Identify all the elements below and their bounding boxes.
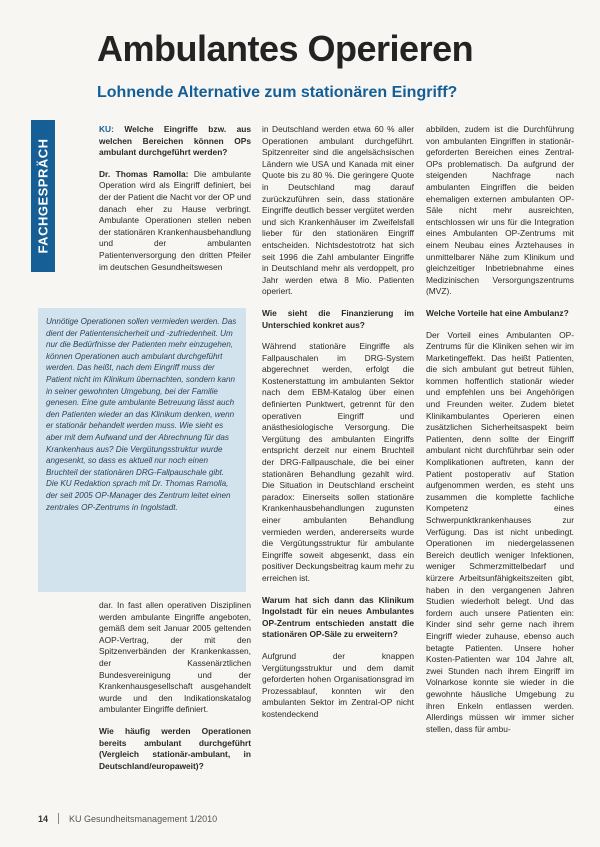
section-label: FACHGESPRÄCH (35, 138, 51, 254)
column-1-continued (99, 600, 251, 782)
question-3: Wie sieht die Finanzierung im Unterschied konkret aus? (262, 307, 414, 330)
answer-1-continued: dar. In fast allen operativen Disziplinen werden ambulante Eingriffe angeboten, gemäß dem seit Januar 2005 geltenden AOP-Vertrag, der mit den Spitzenverbänden der Krankenkassen, der Kassenärztlichen Bundesvereinigung und der Krankenhausgesellschaft ausgehandelt wurde und den Indikationskatalog ambulanter Eingriffe definiert. (99, 600, 251, 715)
answer-2-paragraph: in Deutschland werden etwa 60 % aller Operationen ambulant durchgeführt. Spitzenreiter sind die angelsächsischen Ländern wie USA und Kanada mit einer Quote bis zu 80 %. Die geringere Quote in Deutschland mag darauf zurückzuführen sein, dass stationäre Eingriffe deutlich besser vergütet werden und sich Krankenhäuser im Zweifelsfall lieber für den stationären Eingriff entscheiden. Nichtsdestotrotz hat sich seit 1996 die Zahl ambulanter Eingriffe in Deutschland mehr als verdoppelt, pro Jahr werden etwa 8 Mio. Patienten operiert. (262, 124, 414, 297)
question-2: Wie häufig werden Operationen bereits ambulant durchgeführt (Vergleich stationär-ambulant, in Deutschland/europaweit)? (99, 725, 251, 771)
question-1 (99, 124, 251, 159)
column-2 (262, 124, 414, 731)
question-4: Warum hat sich dann das Klinikum Ingolstadt für ein neues Ambulantes OP-Zentrum entschieden anstatt die stationären OP-Säle zu erweitern? (262, 594, 414, 640)
column-1 (99, 124, 251, 283)
speaker-name: Dr. Thomas Ramolla: (99, 168, 189, 179)
article-subtitle: Lohnende Alternative zum stationären Eingriff? (97, 84, 458, 101)
answer-4-paragraph: Aufgrund der knappen Vergütungsstruktur und dem damit geforderten hohen Organisationsgrad im Prozessablauf, konnten wir den ambulanten Sektor im Zentral-OP nicht kostendeckend (262, 650, 414, 719)
column-3 (426, 124, 574, 745)
journal-name: KU Gesundheitsmanagement 1/2010 (69, 813, 218, 824)
page-footer (38, 813, 217, 824)
ku-prefix: KU: (99, 124, 114, 134)
question-1-text: Welche Eingriffe bzw. aus welchen Bereichen können OPs ambulant durchgeführt werden? (99, 124, 252, 158)
answer-1 (99, 169, 251, 273)
answer-5-paragraph: Der Vorteil eines Ambulanten OP-Zentrums für die Kliniken sehen wir im Marketingeffekt. Das heißt Patienten, die sich ambulant gut betreut fühlen, kommen hoffentlich stationär wieder und empfehlen uns bei Angehörigen und Freunden weiter. Zudem bietet Klinikambulantes Operieren einen zusätzlichen Sicherheitsaspekt beim Patienten, denn sollte der Eingriff ambulant nicht durchführbar sein oder Komplikationen auftreten, kann der Patient postoperativ auf Station aufgenommen werden, es steht uns zusammen die komplette fachliche Kompetenz eines Schwerpunktkrankenhauses zur Verfügung. Das ist nicht unbedingt. Operationen im niedergelassenen Bereich deutlich weniger Infektionen, weniger Schmerzmittelbedarf und kürzere Arbeitsunfähigkeitszeiten gibt, haben in den vergangenen Jahren Studien wiederholt belegt. Und das fordern auch unsere Patienten ein: Kinder sind sehr gerne nach ihrem Eingriff wieder zuhause, ebenso auch betagte Patienten. Unsere hoher Kosten-Patienten war 104 Jahre alt, zwei Stunden nach ihrem Eingriff im Volnarkose konnte sie wieder in die gewohnte häusliche Umgebung zu ihren Enkeln entlassen werden. Allerdings müssen wir immer sicher stellen, dass für ambu- (426, 329, 574, 734)
question-5: Welche Vorteile hat eine Ambulanz? (426, 307, 569, 318)
answer-4-continued: abbilden, zudem ist die Durchführung von ambulanten Eingriffen in stationär-geforderten Bereichen eines Zentral-OPs problematisch. Da aufgrund der steigenden Nachfrage nach ambulanten Eingriffen die beiden ehemaligen externen ambulanten OP-Säle nicht mehr ausreichten, entschlossen wir uns für die Integration eines Ambulanten OP-Zentrums mit einem Neubau eines Ärztehauses in unmittelbarer Nähe zum Klinikum und gleichzeitiger Inbetriebnahme eines Medizinischen Versorgungszentrums (MVZ). (426, 124, 574, 297)
section-tab (31, 120, 55, 272)
article-title: Ambulantes Operieren (97, 28, 474, 69)
footer-divider (58, 813, 59, 824)
intro-text: Unnötige Operationen sollen vermieden werden. Das dient der Patientensicherheit und -zufriedenheit. Um nur die Bedürfnisse der Patienten mehr einzugehen, können Operationen auch ambulant durchgeführt werden. Das heißt, nach dem Eingriff muss der Patient nicht im Klinikum übernachten, sondern kann in seiner gewohnten Umgebung, bei der Familie genesen. Eine gute ambulante Betreuung lässt auch den Patienten wieder an das Klinikum denken, wenn er stationär behandelt werden muss. Wie sieht es aber mit dem Aufwand und der Abrechnung für das Krankenhaus aus? Die Vergütungsstruktur wurde angesenkt, so dass es aktuell nur noch einen Bruchteil der stationären DRG-Fallpauschale gibt. Die KU Redaktion sprach mit Dr. Thomas Ramolla, der seit 2005 OP-Manager des Zentrum leitet einen zentrales OP-Zentrums in Ingolstadt. (46, 317, 237, 512)
answer-3-paragraph: Während stationäre Eingriffe als Fallpauschalen im DRG-System abgerechnet werden, erfolgt die Kostenerstattung im ambulanten Sektor nach dem EBM-Katalog über einen definierten Punktwert, getrennt für den operativen Eingriff und anästhesiologische Versorgung. Die Vergütung des ambulanten Eingriffs entspricht derzeit nur einem Bruchteil der DRG-Fallpauschale, die bei einer stationären Behandlung gezahlt wird. Die Situation in Deutschland erscheint paradox: Einerseits sollen stationäre Krankenhausbehandlungen zugunsten einer ambulanten Behandlung vermieden werden, andererseits wurde die Vergütungsstruktur für ambulante Eingriffe soweit abgesenkt, dass ein positiver Deckungsbeitrag kaum mehr zu erreichen ist. (262, 341, 414, 583)
page-number: 14 (38, 813, 49, 824)
answer-1-text: Die ambulante Operation wird als Eingriff definiert, bei der der Patient die Nacht vor der OP und danach eher zu Hause verbringt. Ambulante Operationen stellen neben der stationären Krankenhausbehandlung und der ambulanten Patientenversorgung den dritten Pfeiler im deutschen Gesundheitswesen (99, 168, 251, 272)
intro-callout (38, 308, 246, 592)
